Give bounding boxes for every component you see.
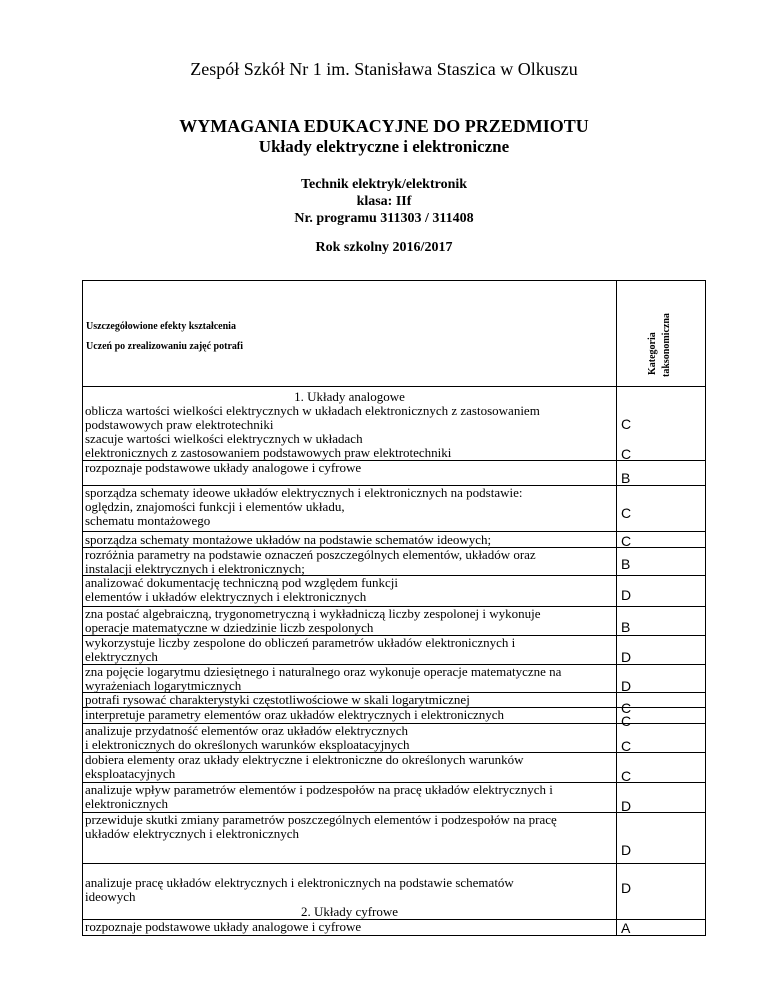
section-digital: 2. Układy cyfrowe [300,904,399,919]
document-title: WYMAGANIA EDUKACYJNE DO PRZEDMIOTU [179,116,589,136]
row-line: elektrycznych [85,648,158,664]
table-row [83,548,616,576]
row-line: instalacji elektrycznych i elektronicznych; [85,560,305,576]
table-row [83,432,616,460]
category-value: B [621,556,631,572]
row-line: dobiera elementy oraz układy elektryczne i elektroniczne do określonych warunków [85,752,524,767]
program-number: Nr. programu 311303 / 311408 [294,211,474,226]
class-label: klasa: IIf [356,194,412,209]
header-student: Uczeń po zrealizowaniu zajęć potrafi [86,341,243,352]
row-divider [83,863,705,864]
table-row [83,636,616,664]
category-value: B [621,619,631,635]
table-row [83,813,616,841]
category-value: C [621,416,632,432]
table-row [83,708,616,722]
table-row [83,607,616,635]
row-line: rozpoznaje podstawowe układy analogowe i cyfrowe [85,919,362,934]
row-line: zna postać algebraiczną, trygonometryczną i wykładniczą liczby zespolonej i wykonuje [85,606,541,621]
table-row [83,783,616,811]
table-row [83,693,616,707]
row-line: elektronicznych z zastosowaniem podstawowych praw elektrotechniki [85,444,452,460]
row-line: oględzin, znajomości funkcji i elementów układu, [85,498,345,514]
category-value: D [621,842,632,858]
row-line: rozróżnia parametry na podstawie oznaczeń poszczególnych elementów, układów oraz [85,547,536,562]
row-line: wyrażeniach logarytmicznych [85,677,242,693]
row-line: sporządza schematy montażowe układów na podstawie schematów ideowych; [85,532,492,547]
row-line: wykorzystuje liczby zespolone do obliczeń parametrów układów elektronicznych i [85,635,516,650]
table-row [83,753,616,781]
header-effects: Uszczegółowione efekty kształcenia [86,321,236,332]
table-row [83,533,616,547]
category-value: D [621,798,632,814]
category-value: C [621,768,632,784]
category-value: C [621,533,632,549]
row-line: elektronicznych [85,795,169,811]
section-analog: 1. Układy analogowe [294,389,405,404]
category-value: C [621,738,632,754]
row-line: i elektronicznych do określonych warunków eksploatacyjnych [85,736,410,752]
row-line: schematu montażowego [85,512,211,528]
table-row [83,920,616,934]
table-row [83,724,616,752]
table-row [83,404,616,432]
row-line: sporządza schematy ideowe układów elektrycznych i elektronicznych na podstawie: [85,485,523,500]
school-year: Rok szkolny 2016/2017 [315,240,453,255]
row-line: ideowych [85,888,136,904]
row-line: operacje matematyczne w dziedzinie liczb zespolonych [85,619,374,635]
row-line: oblicza wartości wielkości elektrycznych w układach elektronicznych z zastosowaniem [85,403,540,418]
header-category-line2: taksonomiczna [661,313,672,377]
table-row [83,876,616,904]
table-row [83,461,616,475]
table-row [83,486,616,527]
row-line: przewiduje skutki zmiany parametrów poszczególnych elementów i podzespołów na pracę [85,812,557,827]
row-line: analizować dokumentację techniczną pod względem funkcji [85,575,398,590]
row-line: analizuje przydatność elementów oraz układów elektrycznych [85,723,409,738]
category-value: C [621,713,632,729]
row-line: zna pojęcie logarytmu dziesiętnego i naturalnego oraz wykonuje operacje matematyczne na [85,664,562,679]
header-divider [83,386,705,387]
row-line: analizuje pracę układów elektrycznych i elektronicznych na podstawie schematów [85,875,514,890]
row-line: szacuje wartości wielkości elektrycznych w układach [85,431,363,446]
table-row [83,576,616,604]
row-line: podstawowych praw elektrotechniki [85,416,274,432]
row-line: układów elektrycznych i elektronicznych [85,825,300,841]
profession: Technik elektryk/elektronik [300,177,468,192]
category-value: B [621,470,631,486]
row-line: interpretuje parametry elementów oraz układów elektrycznych i elektronicznych [85,707,505,722]
category-value: A [621,920,631,936]
row-line: analizuje wpływ parametrów elementów i podzespołów na pracę układów elektrycznych i [85,782,553,797]
category-value: D [621,587,632,603]
category-value: D [621,880,632,896]
category-value: C [621,505,632,521]
requirements-table [82,280,706,936]
category-value: C [621,446,632,462]
row-line: rozpoznaje podstawowe układy analogowe i cyfrowe [85,460,362,475]
header-category-line1: Kategoria [647,332,658,375]
school-name: Zespół Szkół Nr 1 im. Stanisława Staszica w Olkuszu [190,59,578,79]
category-value: D [621,678,632,694]
subject-title: Układy elektryczne i elektroniczne [258,137,510,156]
row-line: eksploatacyjnych [85,765,176,781]
category-value: C [621,700,632,716]
row-line: potrafi rysować charakterystyki częstotliwościowe w skali logarytmicznej [85,692,470,707]
table-row [83,665,616,693]
header-category [617,281,706,386]
row-line: elementów i układów elektrycznych i elektronicznych [85,588,367,604]
category-value: D [621,649,632,665]
